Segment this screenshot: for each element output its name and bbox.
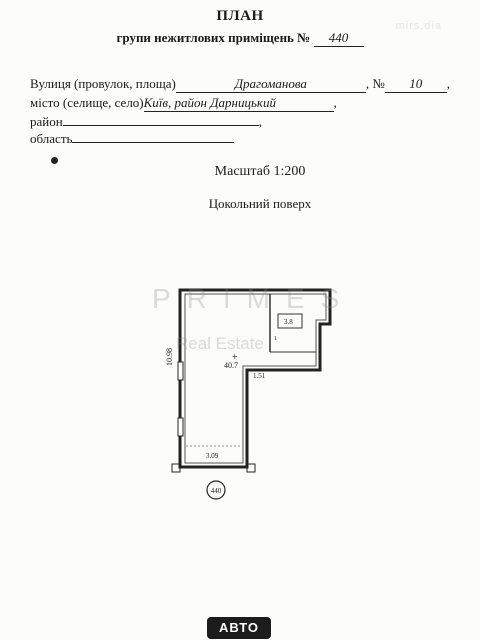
scale-label: Масштаб 1:200: [214, 164, 306, 179]
window-mark: [178, 418, 183, 436]
room-small-num: 1: [274, 336, 277, 342]
plan-stamp-number: 440: [210, 487, 222, 495]
district-value: [63, 125, 259, 126]
watermark-logo-top: mirs.dia: [395, 20, 442, 32]
region-value: [72, 142, 234, 143]
region-row: [30, 131, 234, 147]
group-number: 440: [314, 30, 364, 47]
dim-bottom-text: 3.09: [206, 452, 219, 460]
street-label: Вулиця (провулок, площа): [30, 76, 176, 91]
district-label: район: [30, 114, 63, 129]
region-label: область: [30, 131, 73, 146]
room-main-text: 40.7: [224, 361, 238, 370]
room-main-mark: +: [232, 352, 238, 363]
city-label: місто (селище, село): [30, 95, 144, 110]
number-label: , №: [365, 76, 385, 91]
watermark-brand: PRIMES: [152, 283, 356, 314]
dim-left-text: 10.98: [165, 348, 174, 366]
room-small-area: 3.8: [284, 318, 293, 326]
document-title: ПЛАН: [216, 8, 264, 24]
auto-badge[interactable]: АВТО: [207, 617, 271, 639]
ink-dot: [51, 157, 58, 164]
street-value: Драгоманова: [176, 76, 366, 93]
watermark-subtitle: Real Estate: [176, 334, 264, 353]
number-value: 10: [385, 76, 447, 93]
window-mark: [178, 362, 183, 380]
city-row: місто (селище, село)Київ, район Дарницький ,: [30, 95, 337, 110]
street-row: Вулиця (провулок, площа) Драгоманова , № 10 ,: [30, 76, 450, 91]
district-row: район ,: [30, 114, 262, 129]
subtitle-prefix: групи нежитлових приміщень №: [116, 30, 311, 45]
document-subtitle: [0, 30, 480, 47]
city-value: Київ, район Дарницький: [144, 95, 334, 112]
floor-label: Цокольний поверх: [208, 196, 312, 211]
dim-inner-text: 1.51: [253, 372, 266, 380]
